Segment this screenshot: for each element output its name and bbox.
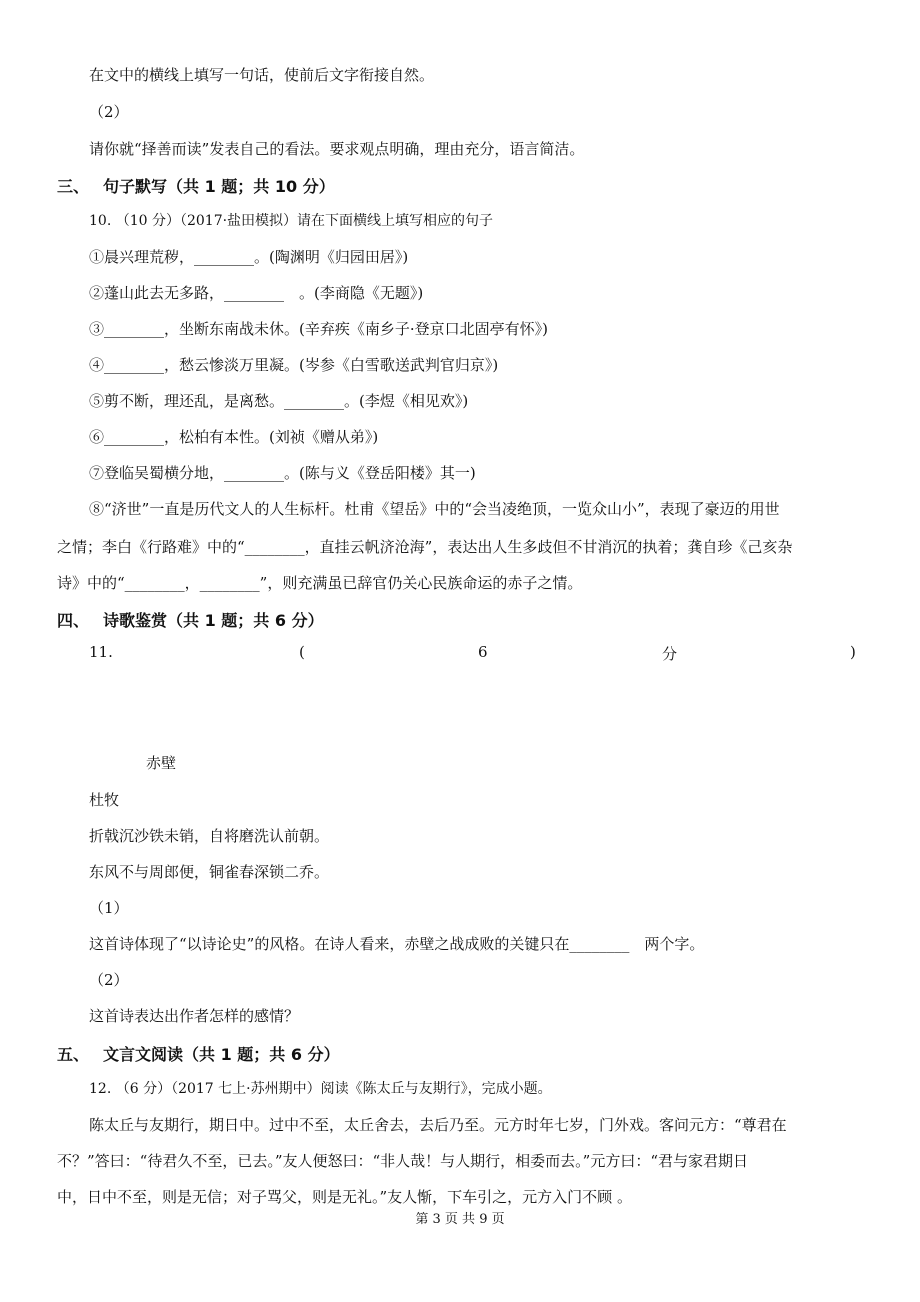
page-footer: 第 3 页 共 9 页 [415, 1212, 505, 1227]
poem-title: 赤壁 [146, 754, 177, 772]
fill-blank-item: ③________，坐断东南战未休。(辛弃疾《南乡子·登京口北固亭有怀》) [89, 320, 548, 338]
score-value: 6 [478, 643, 488, 661]
fill-blank-item: ⑤剪不断，理还乱，是离愁。________。(李煜《相见欢》) [89, 392, 469, 410]
sub-question-number: （2） [89, 971, 129, 989]
sub-question-number: （1） [89, 899, 129, 917]
paren-open: ( [299, 643, 305, 661]
fill-blank-item-continued: 诗》中的“________，________”，则充满虽已辞官仍关心民族命运的赤子之情。 [57, 574, 583, 592]
section-title: 句子默写（共 1 题；共 10 分） [103, 177, 335, 196]
section-heading-4 [57, 608, 324, 631]
section-number: 四、 [57, 611, 90, 630]
fill-blank-item-continued: 之情；李白《行路难》中的“________，直挂云帆济沧海”，表达出人生多歧但不甘消沉的执着；龚自珍《己亥杂 [57, 538, 793, 556]
poem-verse: 东风不与周郎便，铜雀春深锁二乔。 [89, 863, 330, 881]
fill-blank-item: ④________，愁云惨淡万里凝。(岑参《白雪歌送武判官归京》) [89, 356, 499, 374]
instruction-line: 请你就“择善而读”发表自己的看法。要求观点明确，理由充分，语言简洁。 [89, 140, 585, 158]
poem-author: 杜牧 [89, 791, 120, 809]
fill-blank-item: ⑥________，松柏有本性。(刘祯《赠从弟》) [89, 428, 379, 446]
sub-question-number: （2） [89, 103, 129, 121]
passage-line: 中，日中不至，则是无信；对子骂父，则是无礼。”友人惭，下车引之，元方入门不顾 。 [57, 1188, 632, 1206]
sub-question-text: 这首诗体现了“以诗论史”的风格。在诗人看来，赤壁之战成败的关键只在________ 两个字。 [89, 935, 705, 953]
section-number: 三、 [57, 177, 90, 196]
fill-blank-item: ①晨兴理荒秽，________。(陶渊明《归园田居》) [89, 248, 409, 266]
section-title: 文言文阅读（共 1 题；共 6 分） [103, 1045, 340, 1064]
fill-blank-item: ⑧“济世”一直是历代文人的人生标杆。杜甫《望岳》中的“会当凌绝顶，一览众山小”，表现了豪迈的用世 [89, 500, 780, 518]
question-stem: 12. （6 分）（2017 七上·苏州期中）阅读《陈太丘与友期行》，完成小题。 [89, 1081, 552, 1097]
fill-blank-item: ②蓬山此去无多路，________ 。(李商隐《无题》) [89, 284, 424, 302]
passage-line: 不？”答曰：“待君久不至，已去。”友人便怒曰：“非人哉！与人期行，相委而去。”元方曰：“君与家君期日 [57, 1152, 749, 1170]
section-title: 诗歌鉴赏（共 1 题；共 6 分） [103, 611, 324, 630]
question-11-header [89, 643, 857, 665]
instruction-line: 在文中的横线上填写一句话，使前后文字衔接自然。 [89, 66, 435, 84]
fill-blank-item: ⑦登临吴蜀横分地，________。(陈与义《登岳阳楼》其一) [89, 464, 476, 482]
paren-close: ) [850, 643, 856, 661]
score-unit: 分 [662, 645, 678, 663]
question-number: 11. [89, 643, 113, 661]
section-heading-5 [57, 1042, 340, 1065]
sub-question-text: 这首诗表达出作者怎样的感情？ [89, 1007, 300, 1025]
section-heading-3 [57, 174, 335, 197]
section-number: 五、 [57, 1045, 90, 1064]
question-stem: 10. （10 分）（2017·盐田模拟）请在下面横线上填写相应的句子 [89, 213, 494, 229]
passage-line: 陈太丘与友期行，期日中。过中不至，太丘舍去，去后乃至。元方时年七岁，门外戏。客问元方：“尊君在 [89, 1116, 787, 1134]
poem-verse: 折戟沉沙铁未销，自将磨洗认前朝。 [89, 827, 330, 845]
